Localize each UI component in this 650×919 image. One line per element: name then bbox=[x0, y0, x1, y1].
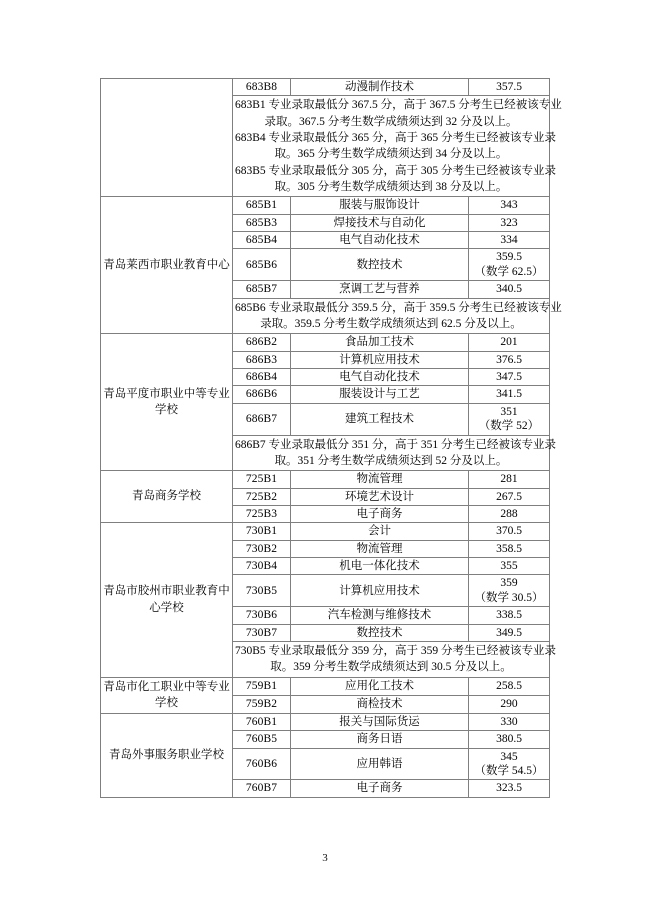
major-name-cell: 电气自动化技术 bbox=[291, 369, 469, 386]
score-value: 334 bbox=[500, 234, 518, 247]
score-cell bbox=[469, 369, 550, 386]
admission-score-table bbox=[100, 78, 562, 798]
score-cell bbox=[469, 351, 550, 368]
major-name-cell: 焊接技术与自动化 bbox=[291, 214, 469, 231]
score-value: 376.5 bbox=[496, 353, 522, 366]
major-name-cell: 应用韩语 bbox=[291, 748, 469, 780]
note-line: 取。365 分考生数学成绩须达到 34 分及以上。 bbox=[274, 148, 508, 161]
major-name-cell: 电子商务 bbox=[291, 780, 469, 797]
major-code-cell: 760B5 bbox=[233, 731, 291, 748]
score-value: 341.5 bbox=[496, 388, 522, 401]
score-cell bbox=[469, 403, 550, 435]
score-cell bbox=[469, 281, 550, 298]
note-line: 685B6 专业录取最低分 359.5 分，高于 359.5 分考生已经被该专业 bbox=[235, 301, 562, 314]
score-subject-requirement: （数学 30.5） bbox=[474, 591, 544, 604]
score-value: 347.5 bbox=[496, 371, 522, 383]
note-line: 683B1 专业录取最低分 367.5 分，高于 367.5 分考生已经被该专业 bbox=[235, 99, 562, 112]
admission-note-cell bbox=[233, 96, 562, 197]
major-name-cell: 机电一体化技术 bbox=[291, 558, 469, 575]
major-code-cell: 685B6 bbox=[233, 249, 291, 281]
major-code-cell: 759B2 bbox=[233, 695, 291, 713]
major-code-cell: 759B1 bbox=[233, 677, 291, 695]
school-name-cell bbox=[101, 79, 233, 197]
note-line: 取。305 分考生数学成绩须达到 38 分及以上。 bbox=[274, 181, 508, 194]
major-name-cell: 会计 bbox=[291, 523, 469, 540]
score-subject-requirement: （数学 54.5） bbox=[474, 765, 544, 778]
score-cell bbox=[469, 677, 550, 695]
major-name-cell: 电子商务 bbox=[291, 505, 469, 522]
score-cell bbox=[469, 249, 550, 281]
admission-note-cell bbox=[233, 435, 557, 471]
major-code-cell: 730B6 bbox=[233, 607, 291, 624]
score-cell bbox=[469, 232, 550, 249]
major-code-cell: 725B3 bbox=[233, 505, 291, 522]
score-value: 288 bbox=[500, 507, 518, 520]
score-cell bbox=[469, 748, 550, 780]
score-value: 267.5 bbox=[496, 490, 522, 503]
school-name-cell: 青岛商务学校 bbox=[101, 471, 233, 523]
score-cell bbox=[469, 731, 550, 748]
major-name-cell: 商务日语 bbox=[291, 731, 469, 748]
score-value: 359.5 bbox=[496, 251, 522, 264]
major-code-cell: 730B1 bbox=[233, 523, 291, 540]
major-name-cell: 报关与国际货运 bbox=[291, 713, 469, 730]
major-name-cell: 汽车检测与维修技术 bbox=[291, 607, 469, 624]
note-line: 取。359 分考生数学成绩须达到 30.5 分及以上。 bbox=[270, 661, 512, 674]
admission-note-cell bbox=[233, 298, 562, 334]
score-cell bbox=[469, 386, 550, 403]
score-value: 380.5 bbox=[496, 733, 522, 746]
major-name-cell: 服装设计与工艺 bbox=[291, 386, 469, 403]
major-name-cell: 食品加工技术 bbox=[291, 334, 469, 351]
major-code-cell: 686B7 bbox=[233, 403, 291, 435]
score-subject-requirement: （数学 62.5） bbox=[474, 265, 544, 278]
major-code-cell: 686B3 bbox=[233, 351, 291, 368]
major-code-cell: 730B7 bbox=[233, 624, 291, 641]
score-value: 355 bbox=[500, 560, 518, 573]
major-code-cell: 686B6 bbox=[233, 386, 291, 403]
note-line: 686B7 专业录取最低分 351 分，高于 351 分考生已经被该专业录 bbox=[235, 438, 557, 451]
score-cell bbox=[469, 713, 550, 730]
score-subject-requirement: （数学 52） bbox=[478, 420, 540, 433]
score-value: 359 bbox=[500, 577, 518, 590]
score-value: 358.5 bbox=[496, 542, 522, 555]
table-row bbox=[101, 713, 550, 730]
major-name-cell: 商检技术 bbox=[291, 695, 469, 713]
major-code-cell: 686B4 bbox=[233, 369, 291, 386]
score-value: 281 bbox=[500, 473, 518, 486]
major-name-cell: 数控技术 bbox=[291, 624, 469, 641]
major-name-cell: 计算机应用技术 bbox=[291, 575, 469, 607]
major-code-cell: 730B4 bbox=[233, 558, 291, 575]
score-cell bbox=[469, 79, 550, 96]
score-cell bbox=[469, 197, 550, 214]
major-code-cell: 760B1 bbox=[233, 713, 291, 730]
score-value: 349.5 bbox=[496, 626, 522, 639]
score-value: 258.5 bbox=[496, 679, 522, 692]
major-name-cell: 计算机应用技术 bbox=[291, 351, 469, 368]
table-row bbox=[101, 677, 550, 695]
major-code-cell: 685B7 bbox=[233, 281, 291, 298]
note-line: 683B4 专业录取最低分 365 分，高于 365 分考生已经被该专业录 bbox=[235, 132, 557, 145]
major-name-cell: 动漫制作技术 bbox=[291, 79, 469, 96]
note-line: 录取。359.5 分考生数学成绩须达到 62.5 分及以上。 bbox=[260, 317, 522, 330]
school-name-cell: 青岛市胶州市职业教育中心学校 bbox=[101, 523, 233, 677]
score-value: 370.5 bbox=[496, 525, 522, 538]
major-name-cell: 环境艺术设计 bbox=[291, 488, 469, 505]
table-row bbox=[101, 197, 550, 214]
score-value: 345 bbox=[500, 750, 518, 763]
school-name-cell: 青岛外事服务职业学校 bbox=[101, 713, 233, 797]
major-name-cell: 烹调工艺与营养 bbox=[291, 281, 469, 298]
score-cell bbox=[469, 575, 550, 607]
major-code-cell: 686B2 bbox=[233, 334, 291, 351]
score-cell bbox=[469, 540, 550, 557]
note-line: 录取。367.5 分考生数学成绩须达到 32 分及以上。 bbox=[264, 115, 518, 128]
table-row bbox=[101, 471, 550, 488]
score-cell bbox=[469, 607, 550, 624]
score-cell bbox=[469, 505, 550, 522]
major-name-cell: 数控技术 bbox=[291, 249, 469, 281]
major-name-cell: 物流管理 bbox=[291, 540, 469, 557]
major-code-cell: 730B5 bbox=[233, 575, 291, 607]
score-cell bbox=[469, 334, 550, 351]
score-cell bbox=[469, 523, 550, 540]
school-name-cell: 青岛市化工职业中等专业学校 bbox=[101, 677, 233, 713]
page-number: 3 bbox=[322, 852, 328, 864]
major-code-cell: 683B8 bbox=[233, 79, 291, 96]
major-code-cell: 760B6 bbox=[233, 748, 291, 780]
major-code-cell: 725B2 bbox=[233, 488, 291, 505]
major-code-cell: 760B7 bbox=[233, 780, 291, 797]
score-value: 201 bbox=[500, 336, 518, 349]
score-value: 323 bbox=[500, 216, 518, 229]
note-line: 730B5 专业录取最低分 359 分，高于 359 分考生已经被该专业录 bbox=[235, 644, 557, 657]
score-value: 330 bbox=[500, 715, 518, 728]
school-name-cell: 青岛莱西市职业教育中心 bbox=[101, 197, 233, 334]
major-name-cell: 应用化工技术 bbox=[291, 677, 469, 695]
score-value: 338.5 bbox=[496, 609, 522, 622]
score-value: 351 bbox=[500, 405, 518, 418]
score-cell bbox=[469, 488, 550, 505]
score-cell bbox=[469, 471, 550, 488]
score-value: 323.5 bbox=[496, 782, 522, 795]
score-cell bbox=[469, 214, 550, 231]
score-value: 343 bbox=[500, 199, 518, 212]
score-value: 290 bbox=[500, 698, 518, 711]
note-line: 取。351 分考生数学成绩须达到 52 分及以上。 bbox=[274, 454, 508, 467]
major-code-cell: 685B3 bbox=[233, 214, 291, 231]
note-line: 683B5 专业录取最低分 305 分，高于 305 分考生已经被该专业录 bbox=[235, 164, 557, 177]
score-cell bbox=[469, 558, 550, 575]
table-row bbox=[101, 79, 550, 96]
score-cell bbox=[469, 624, 550, 641]
table-row bbox=[101, 334, 550, 351]
major-code-cell: 730B2 bbox=[233, 540, 291, 557]
score-value: 357.5 bbox=[496, 81, 522, 93]
major-name-cell: 物流管理 bbox=[291, 471, 469, 488]
major-name-cell: 服装与服饰设计 bbox=[291, 197, 469, 214]
score-cell bbox=[469, 695, 550, 713]
major-code-cell: 685B4 bbox=[233, 232, 291, 249]
major-name-cell: 建筑工程技术 bbox=[291, 403, 469, 435]
major-code-cell: 725B1 bbox=[233, 471, 291, 488]
school-name-cell: 青岛平度市职业中等专业学校 bbox=[101, 334, 233, 471]
score-value: 340.5 bbox=[496, 283, 522, 296]
table-row bbox=[101, 523, 550, 540]
table-body bbox=[101, 79, 562, 798]
major-name-cell: 电气自动化技术 bbox=[291, 232, 469, 249]
major-code-cell: 685B1 bbox=[233, 197, 291, 214]
score-cell bbox=[469, 780, 550, 797]
admission-note-cell bbox=[233, 641, 557, 677]
